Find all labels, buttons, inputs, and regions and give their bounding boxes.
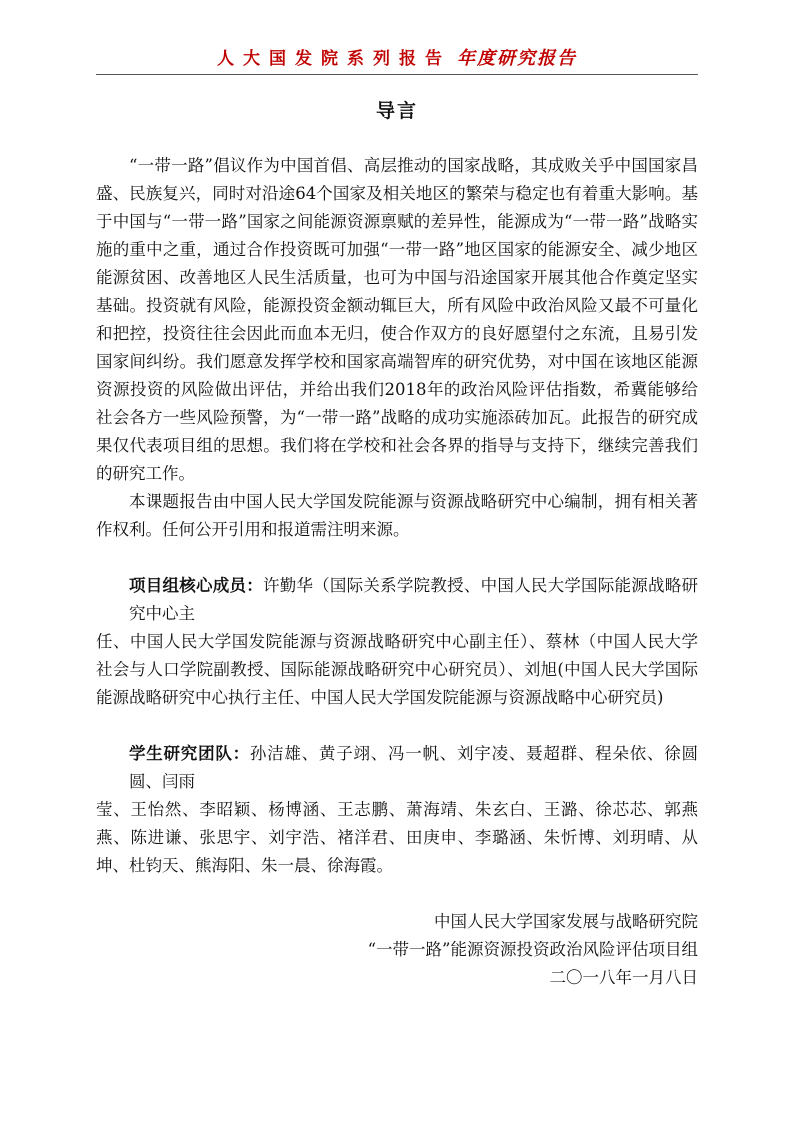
student-team-section	[96, 740, 698, 880]
spacer	[96, 544, 698, 572]
student-team-label: 学生研究团队：	[129, 744, 250, 763]
intro-paragraph: “一带一路”倡议作为中国首倡、高层推动的国家战略，其成败关乎中国国家昌盛、民族复兴，同时对沿途64个国家及相关地区的繁荣与稳定也有着重大影响。基于中国与“一带一路”国家之间能源资源禀赋的差异性，能源成为“一带一路”战略实施的重中之重，通过合作投资既可加强“一带一路”地区国家的能源安全、减少地区能源贫困、改善地区人民生活质量，也可为中国与沿途国家开展其他合作奠定坚实基础。投资就有风险，能源投资金额动辄巨大，所有风险中政治风险又最不可量化和把控，投资往往会因此而血本无归，使合作双方的良好愿望付之东流，且易引发国家间纠纷。我们愿意发挥学校和国家高端智库的研究优势，对中国在该地区能源资源投资的风险做出评估，并给出我们2018年的政治风险评估指数，希冀能够给社会各方一些风险预警，为“一带一路”战略的成功实施添砖加瓦。此报告的研究成果仅代表项目组的思想。我们将在学校和社会各界的指导与支持下，继续完善我们的研究工作。	[96, 156, 698, 483]
spacer	[96, 880, 698, 908]
core-team-rest: 任、中国人民大学国发院能源与资源战略研究中心副主任）、蔡林（中国人民大学社会与人口学院副教授、国际能源战略研究中心研究员）、刘旭(中国人民大学国际能源战略研究中心执行主任、中国人民大学国发院能源与资源战略中心研究员)	[96, 632, 698, 707]
signature-date: 二〇一八年一月八日	[549, 968, 698, 987]
spacer	[96, 712, 698, 740]
copyright-paragraph: 本课题报告由中国人民大学国发院能源与资源战略研究中心编制，拥有相关著作权利。任何公开引用和报道需注明来源。	[96, 492, 698, 539]
page-title: 导言	[375, 100, 418, 122]
signature-group: “一带一路”能源资源投资政治风险评估项目组	[367, 940, 698, 959]
document-body	[96, 152, 698, 992]
running-header	[96, 44, 698, 74]
core-team-label: 项目组核心成员：	[129, 576, 263, 595]
signature-org: 中国人民大学国家发展与战略研究院	[434, 912, 698, 931]
student-team-head	[96, 740, 698, 796]
core-team-head	[96, 572, 698, 628]
header-divider	[96, 74, 698, 75]
header-report-type: 年度研究报告	[457, 48, 577, 69]
header-series-title: 人大国发院系列报告	[217, 49, 451, 69]
core-team-line1: 许勤华（国际关系学院教授、中国人民大学国际能源战略研究中心主	[129, 576, 699, 623]
student-team-rest: 莹、王怡然、李昭颖、杨博涵、王志鹏、萧海靖、朱玄白、王潞、徐芯芯、郭燕燕、陈进谦、张思宇、刘宇浩、褚洋君、田庚申、李璐涵、朱忻博、刘玥晴、从坤、杜钧天、熊海阳、朱一晨、徐海霞。	[96, 800, 698, 875]
core-team-section	[96, 572, 698, 712]
student-team-line1: 孙洁雄、黄子翊、冯一帆、刘宇凌、聂超群、程朵依、徐圆圆、闫雨	[129, 744, 698, 791]
